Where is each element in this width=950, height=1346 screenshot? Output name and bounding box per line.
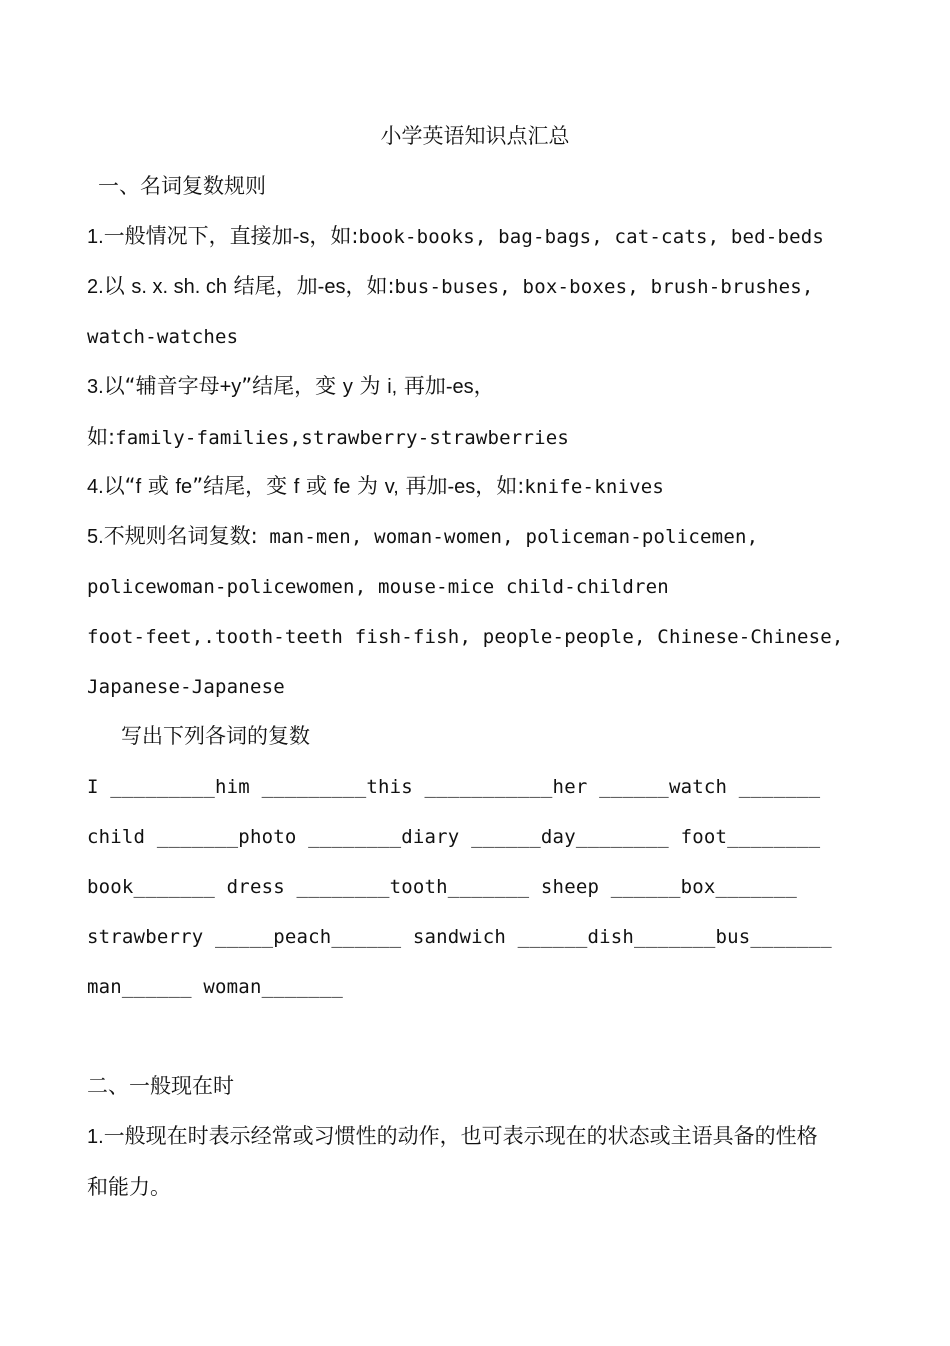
page-title: 小学英语知识点汇总	[380, 124, 570, 148]
exercise-row: child _______photo ________diary ______day________ foot________	[87, 826, 821, 848]
section1-heading: 一、名词复数规则	[98, 174, 266, 198]
rule3-sep: ，	[473, 374, 495, 398]
rule3-text3: 为	[352, 374, 388, 398]
rule5-line3: foot-feet,.tooth-teeth fish-fish, people-people, Chinese-Chinese,	[87, 626, 844, 648]
rule3-text2: ”结尾，变	[241, 374, 343, 398]
rule2-suffix: -es	[317, 276, 346, 298]
rule2-examples: bus-buses, box-boxes, brush-brushes,	[394, 276, 814, 298]
rule2-line	[87, 271, 814, 301]
rule4-fe2: fe	[333, 476, 351, 498]
rule4-text4: 或	[299, 474, 334, 498]
section2-rule1-text-cont: 和能力。	[87, 1175, 171, 1199]
rule5-line1: man-men, woman-women, policeman-policemen,	[257, 526, 759, 548]
rule3-examples-prefix: 如:	[87, 425, 116, 449]
rule3-i: i,	[387, 376, 398, 398]
rule2-examples-cont: watch-watches	[87, 326, 239, 348]
rule3-line	[87, 371, 495, 401]
rule2-letters: s. x. sh. ch	[131, 276, 227, 298]
rule3-text4: 再加	[397, 374, 446, 398]
section2-rule1-num: 1.	[87, 1126, 104, 1148]
rule1-sep: ，如:	[309, 224, 359, 248]
rule4-f2: f	[293, 476, 300, 498]
rule4-text: 以“	[103, 474, 136, 498]
rule4-text2: 或	[141, 474, 176, 498]
rule3-text: 以“辅音字母	[103, 374, 220, 398]
rule5-num: 5.	[87, 526, 104, 548]
rule1-text: 一般情况下，直接加	[103, 224, 293, 248]
exercise-row: man______ woman_______	[87, 976, 344, 998]
rule4-sep: ，如:	[475, 474, 525, 498]
rule4-suffix: -es	[447, 476, 476, 498]
rule5-line4: Japanese-Japanese	[87, 676, 285, 698]
rule4-f: f	[135, 476, 142, 498]
rule3-examples-line	[87, 422, 569, 452]
rule5-line2: policewoman-policewomen, mouse-mice child-children	[87, 576, 669, 598]
rule4-text6: 再加	[398, 474, 448, 498]
rule4-v: v,	[384, 476, 399, 498]
exercise-row: strawberry _____peach______ sandwich ______dish_______bus_______	[87, 926, 832, 948]
rule3-examples: family-families,strawberry-strawberries	[115, 427, 569, 449]
exercise-row: I _________him _________this ___________her ______watch _______	[87, 776, 821, 798]
rule3-num: 3.	[87, 376, 104, 398]
rule2-text: 以	[103, 274, 132, 298]
section2-rule1-text: 一般现在时表示经常或习惯性的动作，也可表示现在的状态或主语具备的性格	[103, 1124, 818, 1148]
exercise-heading: 写出下列各词的复数	[121, 724, 310, 748]
section2-heading: 二、一般现在时	[87, 1074, 234, 1098]
rule2-sep: ，如:	[345, 274, 395, 298]
rule4-examples: knife-knives	[524, 476, 665, 498]
rule4-fe: fe	[175, 476, 193, 498]
rule2-num: 2.	[87, 276, 104, 298]
rule1-num: 1.	[87, 226, 104, 248]
rule1-examples: book-books, bag-bags, cat-cats, bed-beds	[358, 226, 824, 248]
rule1-suffix: -s	[292, 226, 310, 248]
rule4-text3: ”结尾，变	[192, 474, 294, 498]
rule5-line	[87, 521, 758, 551]
section2-rule1-line	[87, 1121, 818, 1151]
rule3-plus-y: +y	[219, 376, 242, 398]
rule4-line	[87, 471, 664, 501]
rule1-line	[87, 221, 824, 251]
rule3-y: y	[342, 376, 353, 398]
rule5-text: 不规则名词复数:	[103, 524, 258, 548]
rule4-text5: 为	[350, 474, 385, 498]
rule2-text2: 结尾，加	[226, 274, 318, 298]
exercise-row: book_______ dress ________tooth_______ sheep ______box_______	[87, 876, 797, 898]
rule4-num: 4.	[87, 476, 104, 498]
rule3-suffix: -es	[445, 376, 474, 398]
